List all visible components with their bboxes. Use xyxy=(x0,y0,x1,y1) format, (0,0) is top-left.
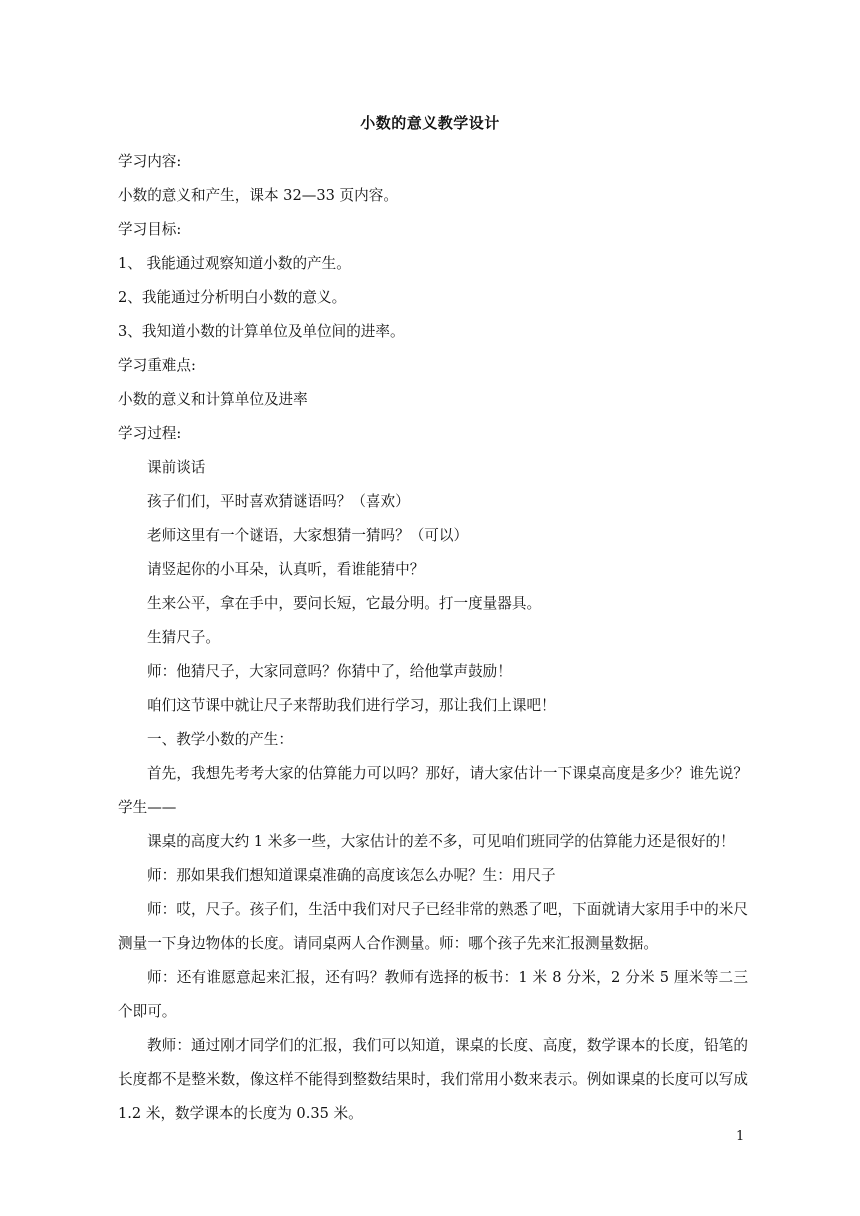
paragraph: 师：哎，尺子。孩子们，生活中我们对尺子已经非常的熟悉了吧，下面就请大家用手中的米尺测量一下身边物体的长度。请同桌两人合作测量。师：哪个孩子先来汇报测量数据。 xyxy=(118,901,748,952)
indented-line: 生猜尺子。 xyxy=(147,629,220,646)
paragraph: 教师：通过刚才同学们的汇报，我们可以知道，课桌的长度、高度，数学课本的长度，铅笔的长度都不是整米数，像这样不能得到整数结果时，我们常用小数来表示。例如课桌的长度可以写成 1.2 米，数学课本的长度为 0.35 米。 xyxy=(118,1037,748,1122)
paragraph: 师：那如果我们想知道课桌准确的高度该怎么办呢？生：用尺子 xyxy=(147,867,556,884)
page-title: 小数的意义教学设计 xyxy=(360,114,500,132)
text-line: 3、我知道小数的计算单位及单位间的进率。 xyxy=(118,323,405,340)
page-number: 1 xyxy=(736,1129,745,1144)
indented-line: 咱们这节课中就让尺子来帮助我们进行学习，那让我们上课吧！ xyxy=(147,697,556,714)
text-line: 学习重难点: xyxy=(118,357,196,374)
text-line: 学习内容: xyxy=(118,153,182,170)
indented-line: 一、教学小数的产生： xyxy=(147,731,293,748)
paragraph: 师：还有谁愿意起来汇报，还有吗？教师有选择的板书：1 米 8 分米，2 分米 5 厘米等二三个即可。 xyxy=(118,969,748,1020)
document-body xyxy=(118,145,748,1131)
indented-line: 孩子们们，平时喜欢猜谜语吗？（喜欢） xyxy=(147,493,410,510)
indented-line: 师：他猜尺子，大家同意吗？你猜中了，给他掌声鼓励！ xyxy=(147,663,512,680)
text-line: 小数的意义和计算单位及进率 xyxy=(118,391,308,408)
indented-line: 课前谈话 xyxy=(147,459,206,476)
text-line: 2、我能通过分析明白小数的意义。 xyxy=(118,289,347,306)
paragraph: 首先，我想先考考大家的估算能力可以吗？那好，请大家估计一下课桌高度是多少？谁先说？学生—— xyxy=(118,765,748,816)
indented-line: 老师这里有一个谜语，大家想猜一猜吗？（可以） xyxy=(147,527,469,544)
paragraph: 课桌的高度大约 1 米多一些，大家估计的差不多，可见咱们班同学的估算能力还是很好的！ xyxy=(147,833,735,850)
text-line: 学习过程: xyxy=(118,425,182,442)
indented-line: 请竖起你的小耳朵，认真听，看谁能猜中？ xyxy=(147,561,425,578)
text-line: 学习目标: xyxy=(118,221,182,238)
text-line: 小数的意义和产生，课本 32—33 页内容。 xyxy=(118,187,398,204)
indented-line: 生来公平，拿在手中，要问长短，它最分明。打一度量器具。 xyxy=(147,595,542,612)
text-line: 1、 我能通过观察知道小数的产生。 xyxy=(118,255,351,272)
